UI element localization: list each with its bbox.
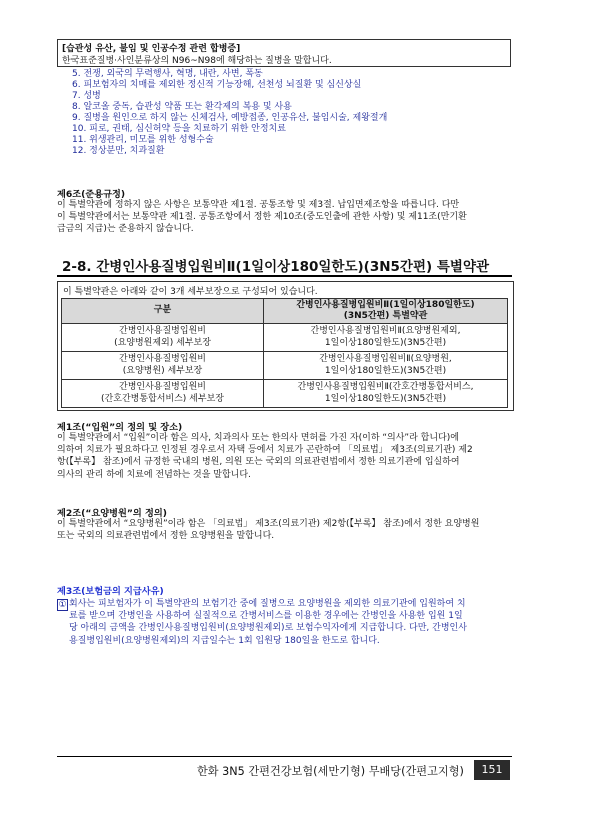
list-item: 6. 피보험자의 치매를 제외한 정신적 기능장해, 선천성 뇌질환 및 심신상실	[72, 80, 362, 90]
table-row	[62, 380, 508, 408]
article-2-body	[57, 518, 512, 542]
structure-table	[61, 298, 508, 408]
article-3-title: 제3조(보험금의 지급사유)	[57, 586, 164, 597]
table-cell: 간병인사용질병입원비Ⅱ(간호간병통합서비스, 1일이상180일한도)(3N5간편)	[264, 380, 508, 408]
structure-intro: 이 특별약관은 아래와 같이 3개 세부보장으로 구성되어 있습니다.	[63, 287, 318, 297]
article-1-title: 제1조(“입원”의 정의 및 장소)	[57, 422, 183, 433]
article-1-body	[57, 432, 512, 481]
box-text: 한국표준질병·사인분류상의 N96~N98에 해당하는 질병을 말합니다.	[62, 56, 332, 66]
article-6-title: 제6조(준용규정)	[57, 189, 126, 200]
table-header	[264, 299, 508, 324]
text-line: 이 특별약관에서 “요양병원”이라 함은 「의료법」 제3조(의료기관) 제2항(【부록】 참조)에서 정한 요양병원	[57, 519, 480, 529]
list-item: 10. 피로, 권태, 심신허약 등을 치료하기 위한 안정치료	[72, 124, 286, 134]
text-line: 항(【부록】 참조)에서 규정한 국내의 병원, 의원 또는 국외의 의료관련법에서 정한 의료기관에 입실하여	[57, 457, 460, 468]
article-6-body	[57, 199, 512, 236]
text-line: 회사는 피보험자가 이 특별약관의 보험기간 중에 질병으로 요양병원을 제외한 의료기관에 입원하여 치	[69, 599, 466, 609]
list-item: 8. 알코올 중독, 습관성 약품 또는 환각제의 복용 및 사용	[72, 102, 292, 112]
footer-divider	[57, 756, 512, 757]
text-line: 의하여 치료가 필요하다고 인정된 경우로서 자택 등에서 치료가 곤란하여 「의료법」 제3조(의료기관) 제2	[57, 445, 473, 456]
table-row	[62, 324, 508, 352]
page-number: 151	[474, 760, 510, 780]
table-cell: 간병인사용질병입원비 (간호간병통합서비스) 세부보장	[62, 380, 264, 408]
section-divider	[57, 275, 512, 277]
box-heading: [습관성 유산, 불임 및 인공수정 관련 합병증]	[62, 44, 241, 54]
disease-definition-box	[57, 39, 511, 67]
article-3-body	[69, 598, 512, 647]
text-line: 급금의 지급)는 준용하지 않습니다.	[57, 224, 194, 235]
text-line: 당 아래의 금액을 간병인사용질병입원비(요양병원제외)로 보험수익자에게 지급합니다. 다만, 간병인사	[69, 623, 467, 634]
table-cell: 간병인사용질병입원비Ⅱ(요양병원, 1일이상180일한도)(3N5간편)	[264, 352, 508, 380]
header-cell: 구분	[153, 305, 172, 316]
list-item: 11. 위생관리, 미모를 위한 성형수술	[72, 135, 214, 145]
table-cell: 간병인사용질병입원비 (요양병원) 세부보장	[62, 352, 264, 380]
exclusion-list	[72, 69, 387, 157]
footer-title: 한화 3N5 간편건강보험(세만기형) 무배당(간편고지형)	[197, 765, 464, 778]
text-line: 이 특별약관에 정하지 않은 사항은 보통약관 제1절. 공통조항 및 제3절. 납입면제조항을 따릅니다. 다만	[57, 200, 460, 210]
header-cell: 간병인사용질병입원비Ⅱ(1일이상180일한도) (3N5간편) 특별약관	[296, 299, 475, 321]
list-item: 9. 질병을 원인으로 하지 않는 신체검사, 예방접종, 인공유산, 불임시술, 제왕절개	[72, 113, 388, 123]
text-line: 용질병입원비(요양병원제외)의 지급일수는 1회 입원당 180일을 한도로 합니다.	[69, 635, 380, 646]
article-2-title: 제2조(“요양병원”의 정의)	[57, 508, 167, 519]
list-item: 7. 성병	[72, 91, 101, 101]
text-line: 이 특별약관에서 “입원”이라 함은 의사, 치과의사 또는 한의사 면허를 가진 자(이하 “의사”라 합니다)에	[57, 433, 459, 443]
section-title: 2-8. 간병인사용질병입원비Ⅱ(1일이상180일한도)(3N5간편) 특별약관	[62, 259, 490, 275]
clause-marker: ①	[58, 600, 67, 610]
table-row	[62, 352, 508, 380]
table-header	[62, 299, 264, 324]
text-line: 또는 국외의 의료관련법에서 정한 요양병원을 말합니다.	[57, 531, 275, 542]
text-line: 이 특별약관에서는 보통약관 제1절. 공통조항에서 정한 제10조(중도인출에 관한 사항) 및 제11조(만기환	[57, 212, 467, 223]
table-cell: 간병인사용질병입원비Ⅱ(요양병원제외, 1일이상180일한도)(3N5간편)	[264, 324, 508, 352]
list-item: 12. 정상분만, 치과질환	[72, 146, 165, 156]
structure-box	[57, 281, 514, 411]
table-cell: 간병인사용질병입원비 (요양병원제외) 세부보장	[62, 324, 264, 352]
text-line: 료를 받으며 간병인을 사용하여 실질적으로 간병서비스를 이용한 경우에는 간병인을 사용한 입원 1일	[69, 611, 463, 622]
list-item: 5. 전쟁, 외국의 무력행사, 혁명, 내란, 사변, 폭동	[72, 69, 263, 79]
text-line: 의사의 관리 하에 치료에 전념하는 것을 말합니다.	[57, 469, 251, 480]
